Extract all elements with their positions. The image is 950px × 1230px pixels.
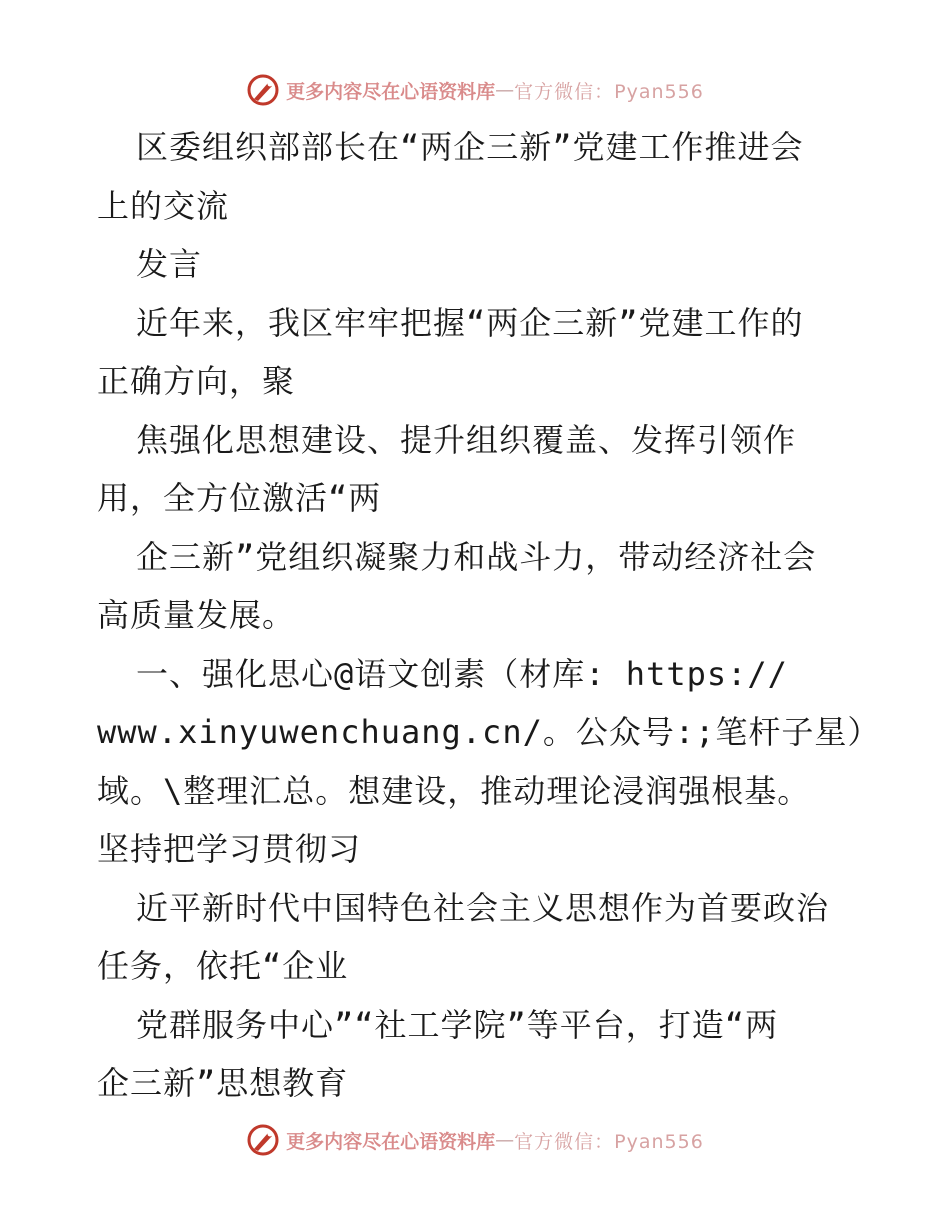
- text-line: 正确方向，聚: [97, 362, 296, 400]
- text-line: 企三新”党组织凝聚力和战斗力，带动经济社会: [136, 537, 817, 576]
- watermark-sub-text: 官方微信：Pyan556: [514, 80, 704, 103]
- text-line: 一、强化思心@语文创素（材库: https://: [136, 654, 788, 693]
- text-line: 域。\整理汇总。想建设，推动理论浸润强根基。: [97, 771, 811, 810]
- text-line: 近平新时代中国特色社会主义思想作为首要政治: [136, 888, 830, 927]
- text-line: 党群服务中心”“社工学院”等平台，打造“两: [136, 1005, 779, 1044]
- text-line: 用，全方位激活“两: [97, 479, 382, 517]
- watermark-main-text: 更多内容尽在心语资料库: [286, 1130, 496, 1153]
- text-line: 任务，依托“企业: [97, 947, 349, 985]
- pen-logo-icon: [246, 1123, 280, 1157]
- text-line: 焦强化思想建设、提升组织覆盖、发挥引领作: [136, 420, 797, 459]
- text-line: www.xinyuwenchuang.cn/。公众号:;笔杆子星）: [97, 713, 881, 751]
- text-line: 发言: [136, 245, 203, 283]
- page-header-watermark: [0, 70, 950, 110]
- text-line: 坚持把学习贯彻习: [97, 830, 362, 868]
- text-line: 区委组织部部长在“两企三新”党建工作推进会: [136, 128, 804, 166]
- watermark-sub-text: 官方微信：Pyan556: [514, 1130, 704, 1153]
- page-footer-watermark: [0, 1120, 950, 1160]
- text-line: 高质量发展。: [97, 596, 296, 634]
- pen-logo-icon: [246, 73, 280, 107]
- text-line: 上的交流: [97, 186, 230, 225]
- document-body: [97, 118, 881, 1113]
- watermark-main-text: 更多内容尽在心语资料库: [286, 80, 496, 103]
- text-line: 企三新”思想教育: [97, 1064, 349, 1102]
- watermark-dash: —: [495, 1129, 515, 1151]
- text-line: 近年来，我区牢牢把握“两企三新”党建工作的: [136, 303, 804, 342]
- watermark-dash: —: [495, 79, 515, 101]
